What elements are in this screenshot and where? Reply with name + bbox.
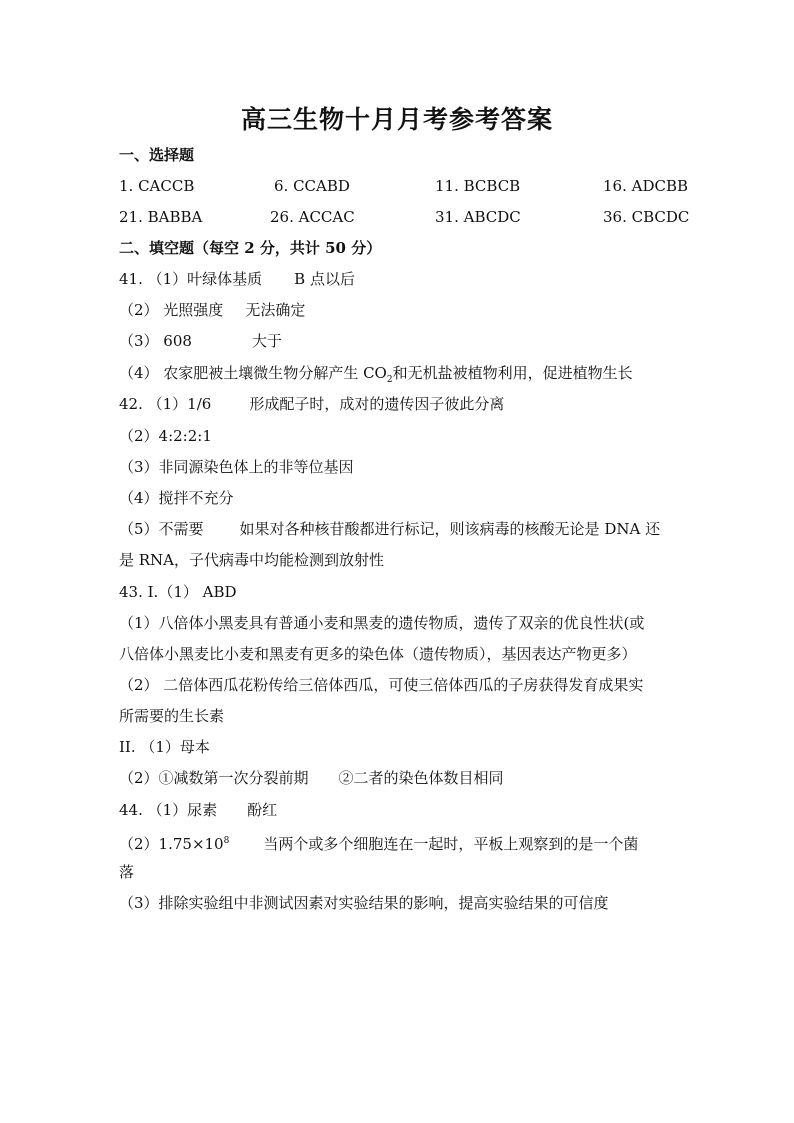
q43-part-1-line1: （1）八倍体小黑麦具有普通小麦和黑麦的遗传物质，遗传了双亲的优良性状(或 <box>119 614 645 632</box>
q41-part4-b: 和无机盐被植物利用，促进植物生长 <box>392 364 633 382</box>
section1-heading: 一、选择题 <box>119 146 195 164</box>
answer-1-5: 1. CACCB <box>119 177 195 195</box>
q43-part-2-line1: （2） 二倍体西瓜花粉传给三倍体西瓜，可使三倍体西瓜的子房获得发育成果实 <box>119 676 644 694</box>
q44-part2 <box>119 831 638 854</box>
answer-31-35: 31. ABCDC <box>435 208 521 226</box>
answer-row-1 <box>119 177 689 197</box>
answer-36-40: 36. CBCDC <box>603 208 690 226</box>
exponent-superscript: 8 <box>223 836 230 846</box>
q42-part5-a: （5）不需要 <box>119 520 204 538</box>
q42-part1-b: 形成配子时，成对的遗传因子彼此分离 <box>249 395 505 413</box>
q42-part1-a: 42. （1）1/6 <box>119 395 212 413</box>
q44-part2-continued: 落 <box>119 863 135 881</box>
q44-part2-a: （2）1.75×10 <box>119 835 224 853</box>
q43-part-ii2 <box>119 768 504 788</box>
q43-part-i1: 43. I.（1） ABD <box>119 583 237 601</box>
q41-part4 <box>119 363 633 390</box>
q42-part4: （4）搅拌不充分 <box>119 489 234 507</box>
q42-part3: （3）非同源染色体上的非等位基因 <box>119 458 354 476</box>
q44-part1-b: 酚红 <box>247 801 278 819</box>
q42-part5-continued: 是 RNA，子代病毒中均能检测到放射性 <box>119 551 385 569</box>
answer-row-2 <box>119 208 690 228</box>
q43-part-ii2-b: ②二者的染色体数目相同 <box>338 769 504 787</box>
answer-16-20: 16. ADCBB <box>603 177 689 195</box>
q42-part5 <box>119 519 660 539</box>
section2-heading: 二、填空题（每空 2 分，共计 50 分） <box>119 239 382 257</box>
q41-part4-a: （4） 农家肥被土壤微生物分解产生 CO <box>119 364 387 382</box>
q42-part5-b: 如果对各种核苷酸都进行标记，则该病毒的核酸无论是 DNA 还 <box>239 520 661 538</box>
q41-part2-a: （2） 光照强度 <box>119 301 224 319</box>
q41-part1-a: 41. （1）叶绿体基质 <box>119 270 263 288</box>
q41-part3-a: （3） 608 <box>119 332 192 350</box>
q41-part2-b: 无法确定 <box>245 301 306 319</box>
q44-part1 <box>119 800 277 820</box>
q43-part-1-line2: 八倍体小黑麦比小麦和黑麦有更多的染色体（遗传物质），基因表达产物更多） <box>119 645 637 663</box>
q43-part-2-line2: 所需要的生长素 <box>119 707 225 725</box>
answer-26-30: 26. ACCAC <box>270 208 355 226</box>
q44-part3: （3）排除实验组中非测试因素对实验结果的影响，提高实验结果的可信度 <box>119 894 609 912</box>
q41-part2 <box>119 300 305 320</box>
q41-part3-b: 大于 <box>251 332 282 350</box>
q43-part-ii2-a: （2）①减数第一次分裂前期 <box>119 769 309 787</box>
answer-11-15: 11. BCBCB <box>435 177 521 195</box>
q41-part3 <box>119 331 282 351</box>
co2-subscript: 2 <box>386 375 393 385</box>
q43-part-ii1: II. （1）母本 <box>119 738 210 756</box>
q42-part1 <box>119 394 504 414</box>
q42-part2: （2）4:2:2:1 <box>119 427 212 445</box>
q41-part1-b: B 点以后 <box>294 270 355 288</box>
answer-6-10: 6. CCABD <box>274 177 350 195</box>
q44-part1-a: 44. （1）尿素 <box>119 801 218 819</box>
answer-21-25: 21. BABBA <box>119 208 203 226</box>
q41-part1 <box>119 269 355 289</box>
q44-part2-b: 当两个或多个细胞连在一起时，平板上观察到的是一个菌 <box>263 835 639 853</box>
page-title: 高三生物十月月考参考答案 <box>240 105 553 134</box>
